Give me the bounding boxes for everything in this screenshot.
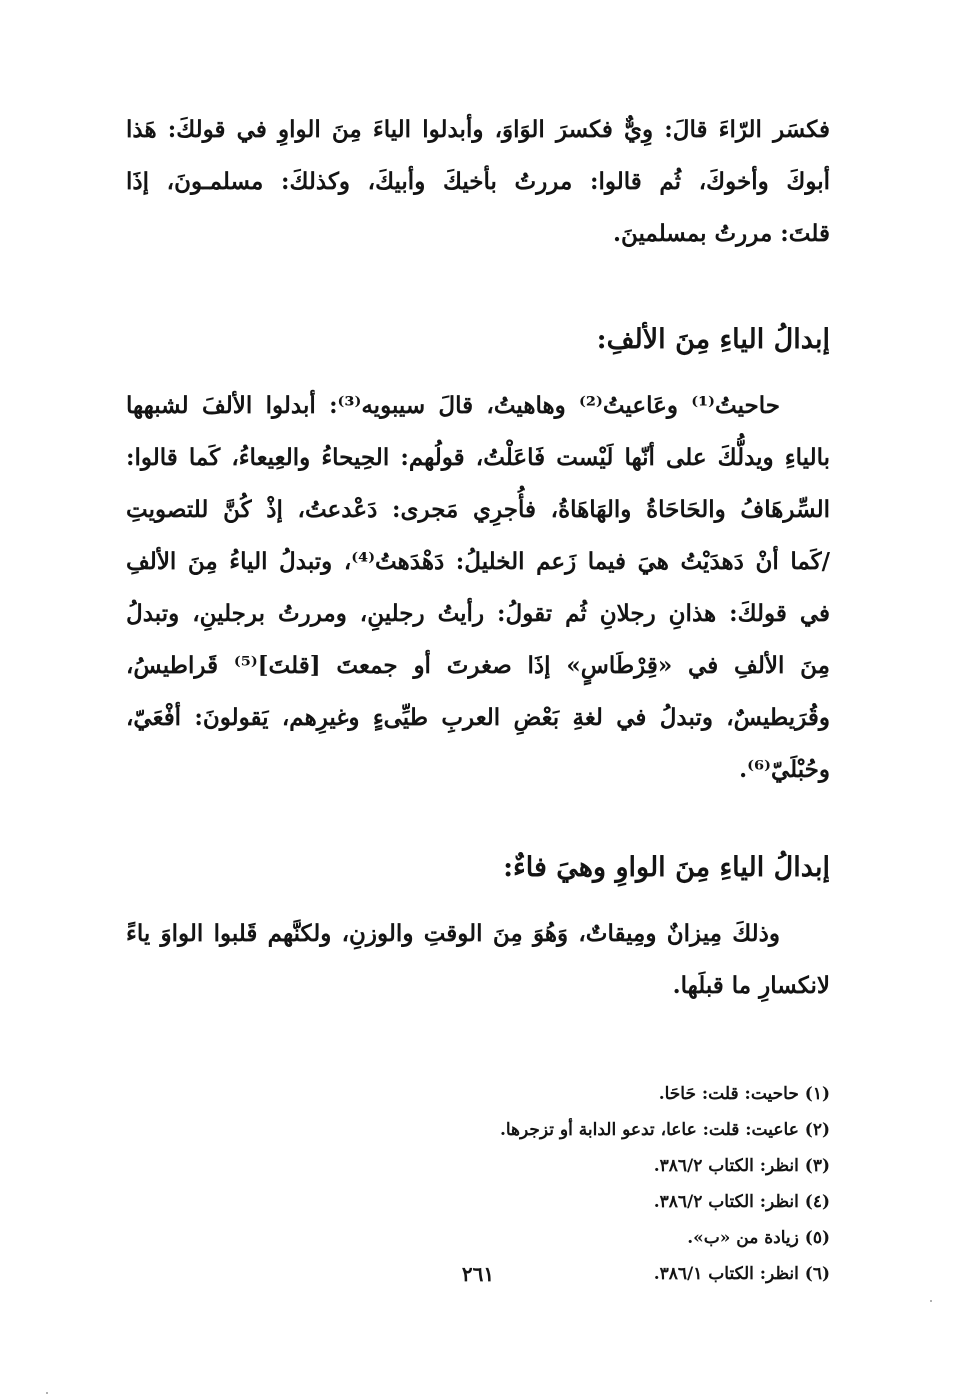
footnote: (٣) انظر: الكتاب ٣٨٦/٢. [653,1156,830,1176]
paragraph-line: بالياءِ ويدلُّكَ على أنّها لَيْست فَاعَلْتُ، قولُهم: الحِيحاءُ والعِيعاءُ، كَما قالوا: [126,444,830,471]
paragraph-1 [126,104,830,260]
footnotes [126,1076,830,1292]
footnote: (٤) انظر: الكتاب ٣٨٦/٢. [653,1192,830,1212]
footnote: (١) حاحيت: قلت: حَاحَا. [658,1084,830,1104]
paragraph-line: فكسَر الرّاءَ قالَ: وِيٌّ فكسرَ الوَاوَ، وأبدلوا الياءَ مِنَ الواوِ في قولكَ: هَذا [126,116,830,143]
paragraph-line: أبوكَ وأخوكَ، ثُم قالوا: مررتُ بأخيكَ وأبيكَ، وكذلكَ: مسلمـونَ، إذَا [126,168,830,195]
paragraph-line: قلتَ: مررتُ بمسلمينَ. [612,220,830,247]
paragraph-line: حاحيتُ⁽¹⁾ وعَاعيتُ⁽²⁾ وهاهيتُ، قالَ سيبويه⁽³⁾: أبدلوا الألفَ لشبهها [126,392,780,419]
footnote: (٥) زيادة من «ب». [687,1228,830,1248]
paragraph-line: /كَما أنْ دَهدَيْتُ هيَ فيما زَعم الخليلُ: دَهْدَهتُ⁽⁴⁾، وتبدلُ الياءُ مِنَ الألفِ [126,548,830,575]
paragraph-line: لانكسارِ ما قبلَها. [672,972,830,999]
scan-speck [46,1392,48,1394]
scan-speck [930,1300,932,1302]
section-heading-alif: إبدالُ الياءِ مِنَ الألفِ: [596,324,830,355]
section-heading-waw: إبدالُ الياءِ مِنَ الواوِ وهيَ فاءٌ: [503,852,830,883]
footnote: (٢) عاعيت: قلت: عاعا، تدعو الدابة أو تزجرها. [499,1120,830,1140]
page-number: ٢٦١ [461,1262,495,1286]
footnote: (٦) انظر: الكتاب ٣٨٦/١. [653,1264,830,1284]
paragraph-2 [126,380,830,796]
paragraph-line: في قولكَ: هذانِ رجلانِ ثُم تقولُ: رأيتُ رجلينِ، ومررتُ برجلينِ، وتبدلُ [126,600,830,627]
paragraph-line: السِّرهَافُ والحَاحَاةُ والهَاهَاةُ، فأُجرِي مَجرى: دَعْدعتُ، إذْ كُنَّ للتصويتِ [126,496,830,523]
paragraph-line: وقُرَيطيسٌ، وتبدلُ في لغةِ بَعْضِ العربِ طيِّىءٍ وغيرِهم، يَقولونَ: أفْعَيّ، [126,704,830,731]
paragraph-line: مِنَ الألفِ في «قِرْطَاسٍ» إذَا صغرتَ أو جمعتَ [قلتَ]⁽⁵⁾ قَراطيسُ، [126,652,830,679]
paragraph-line: وذلكَ مِيزانٌ ومِيقاتٌ، وَهُوَ مِنَ الوقتِ والوزنِ، ولكنَّهم قَلبوا الواوَ ياءً [126,920,780,947]
paragraph-3 [126,908,830,1012]
paragraph-line: وحُبْلَيّ⁽⁶⁾. [739,756,830,783]
